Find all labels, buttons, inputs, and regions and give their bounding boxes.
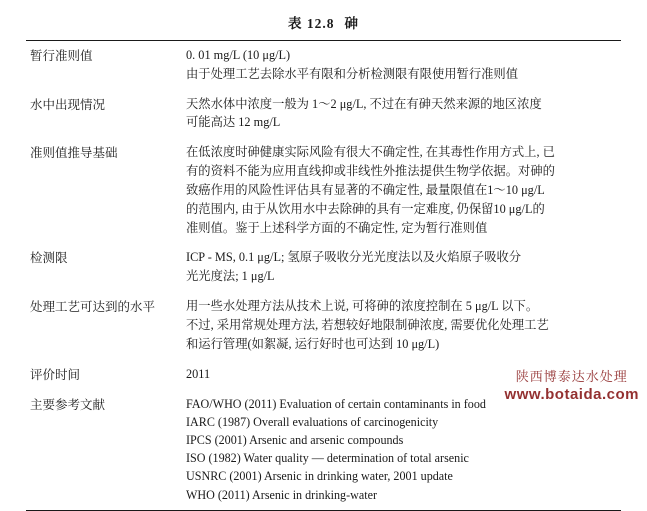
row-value-line: 准则值。鉴于上述科学方面的不确定性, 定为暂行准则值 <box>186 220 488 235</box>
row-value-line: 天然水体中浓度一般为 1～2 μg/L, 不过在有砷天然来源的地区浓度 <box>186 96 542 111</box>
table-title-number: 表 12.8 <box>288 16 335 31</box>
row-label: 评价时间 <box>30 367 81 382</box>
table-title <box>26 12 621 32</box>
row-value-line: 不过, 采用常规处理方法, 若想较好地限制砷浓度, 需要优化处理工艺 <box>186 317 549 332</box>
row-value-line: 用一些水处理方法从技术上说, 可将砷的浓度控制在 5 μg/L 以下。 <box>186 299 539 314</box>
table-row <box>26 138 621 243</box>
table-row <box>26 292 621 359</box>
table-title-text: 砷 <box>344 16 359 31</box>
reference-item: IPCS (2001) Arsenic and arsenic compounds <box>186 433 404 448</box>
reference-item: ISO (1982) Water quality — determination of total arsenic <box>186 451 469 466</box>
table-row-references <box>26 390 621 511</box>
watermark-url: www.botaida.com <box>504 386 639 403</box>
reference-item: IARC (1987) Overall evaluations of carcinogenicity <box>186 414 439 429</box>
row-label: 水中出现情况 <box>30 97 106 112</box>
arsenic-fact-table <box>26 40 621 511</box>
reference-item: USNRC (2001) Arsenic in drinking water, 2001 update <box>186 469 453 484</box>
row-value-line: 0. 01 mg/L (10 μg/L) <box>186 48 291 62</box>
watermark-company: 陕西博泰达水处理 <box>515 369 628 384</box>
row-label: 处理工艺可达到的水平 <box>30 300 156 315</box>
reference-item: WHO (2011) Arsenic in drinking-water <box>186 487 377 502</box>
reference-list <box>186 390 621 511</box>
table-row <box>26 90 621 139</box>
row-value <box>186 243 621 292</box>
row-value-line: 2011 <box>186 366 211 381</box>
row-value-line: 可能高达 12 mg/L <box>186 115 281 130</box>
row-value <box>186 360 621 390</box>
row-label: 主要参考文献 <box>26 390 186 511</box>
row-value <box>186 292 621 359</box>
row-value-line: ICP - MS, 0.1 μg/L; 氢原子吸收分光光度法以及火焰原子吸收分 <box>186 250 522 265</box>
row-value-line: 的范围内, 由于从饮用水中去除砷的具有一定难度, 仍保留10 μg/L的 <box>186 201 545 216</box>
row-value-line: 有的资料不能为应用直线抑或非线性外推法提供生物学依据。对砷的 <box>186 164 555 179</box>
reference-item: FAO/WHO (2011) Evaluation of certain contaminants in food <box>186 396 486 411</box>
row-value <box>186 90 621 139</box>
row-value-line: 和运行管理(如絮凝, 运行好时也可达到 10 μg/L) <box>186 336 440 351</box>
row-value-line: 光光度法; 1 μg/L <box>186 269 275 284</box>
table-row <box>26 243 621 292</box>
row-label: 暂行准则值 <box>26 41 186 90</box>
row-value <box>186 138 621 243</box>
row-value-line: 在低浓度时砷健康实际风险有很大不确定性, 在其毒性作用方式上, 已 <box>186 145 555 160</box>
row-value-line: 致癌作用的风险性评估具有显著的不确定性, 最量限值在1～10 μg/L <box>186 182 545 197</box>
row-label: 准则值推导基础 <box>30 146 118 161</box>
row-label: 检测限 <box>30 251 68 266</box>
row-value-line: 由于处理工艺去除水平有限和分析检测限有限使用暂行准则值 <box>186 66 519 81</box>
row-value <box>186 41 621 90</box>
table-row <box>26 41 621 90</box>
table-row <box>26 360 621 390</box>
